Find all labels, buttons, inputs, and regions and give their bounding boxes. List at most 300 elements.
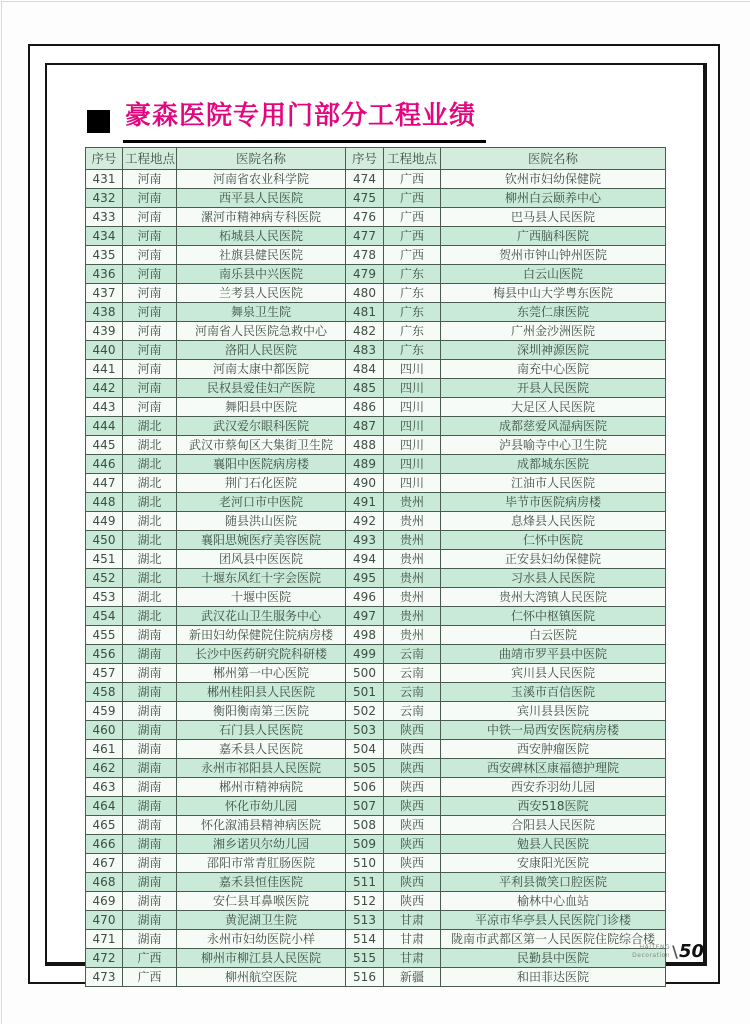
hospital-cell: 西安乔羽幼儿园	[441, 778, 666, 797]
table-row	[86, 246, 666, 265]
hospital-cell: 息烽县人民医院	[441, 512, 666, 531]
serial-cell: 476	[346, 208, 384, 227]
location-cell: 四川	[384, 398, 441, 417]
serial-cell: 474	[346, 170, 384, 189]
serial-cell: 450	[86, 531, 123, 550]
location-cell: 河南	[123, 208, 177, 227]
table-row	[86, 569, 666, 588]
serial-cell: 490	[346, 474, 384, 493]
serial-cell: 458	[86, 683, 123, 702]
location-cell: 湖南	[123, 873, 177, 892]
serial-cell: 439	[86, 322, 123, 341]
serial-cell: 483	[346, 341, 384, 360]
serial-cell: 459	[86, 702, 123, 721]
serial-cell: 456	[86, 645, 123, 664]
location-cell: 广东	[384, 284, 441, 303]
hospital-cell: 怀化市幼儿园	[177, 797, 346, 816]
brand-line-2: Decoration	[632, 951, 671, 959]
table-row	[86, 436, 666, 455]
serial-cell: 434	[86, 227, 123, 246]
hospital-cell: 习水县人民医院	[441, 569, 666, 588]
serial-cell: 455	[86, 626, 123, 645]
location-cell: 湖南	[123, 740, 177, 759]
location-cell: 湖南	[123, 835, 177, 854]
serial-cell: 514	[346, 930, 384, 949]
location-cell: 湖南	[123, 664, 177, 683]
hospital-cell: 民勤县中医院	[441, 949, 666, 968]
location-cell: 四川	[384, 417, 441, 436]
hospital-cell: 随县洪山医院	[177, 512, 346, 531]
table-row	[86, 284, 666, 303]
serial-cell: 470	[86, 911, 123, 930]
table-row	[86, 607, 666, 626]
location-cell: 陕西	[384, 740, 441, 759]
location-cell: 广西	[384, 189, 441, 208]
location-cell: 湖北	[123, 493, 177, 512]
serial-cell: 436	[86, 265, 123, 284]
hospital-cell: 柳州航空医院	[177, 968, 346, 987]
location-cell: 广西	[123, 949, 177, 968]
serial-cell: 475	[346, 189, 384, 208]
table-row	[86, 797, 666, 816]
serial-cell: 484	[346, 360, 384, 379]
hospital-cell: 嘉禾县恒佳医院	[177, 873, 346, 892]
hospital-cell: 武汉爱尔眼科医院	[177, 417, 346, 436]
hospital-cell: 柘城县人民医院	[177, 227, 346, 246]
serial-cell: 460	[86, 721, 123, 740]
serial-cell: 497	[346, 607, 384, 626]
serial-cell: 480	[346, 284, 384, 303]
table-row	[86, 626, 666, 645]
hospital-cell: 团风县中医医院	[177, 550, 346, 569]
serial-cell: 462	[86, 759, 123, 778]
location-cell: 云南	[384, 664, 441, 683]
hospital-cell: 白云山医院	[441, 265, 666, 284]
hospital-cell: 洛阳人民医院	[177, 341, 346, 360]
hospital-cell: 襄阳思婉医疗美容医院	[177, 531, 346, 550]
table-row	[86, 816, 666, 835]
location-cell: 陕西	[384, 835, 441, 854]
hospital-cell: 湘乡诺贝尔幼儿园	[177, 835, 346, 854]
hospital-cell: 民权县爱佳妇产医院	[177, 379, 346, 398]
table-row	[86, 341, 666, 360]
hospital-cell: 大足区人民医院	[441, 398, 666, 417]
location-cell: 湖南	[123, 645, 177, 664]
hospital-cell: 平利县微笑口腔医院	[441, 873, 666, 892]
location-cell: 云南	[384, 645, 441, 664]
serial-cell: 502	[346, 702, 384, 721]
location-cell: 陕西	[384, 759, 441, 778]
hospital-cell: 柳州白云颐养中心	[441, 189, 666, 208]
location-cell: 湖南	[123, 892, 177, 911]
serial-cell: 482	[346, 322, 384, 341]
serial-cell: 431	[86, 170, 123, 189]
location-cell: 湖北	[123, 607, 177, 626]
serial-cell: 493	[346, 531, 384, 550]
serial-cell: 508	[346, 816, 384, 835]
brand-line-1: HAITENG	[639, 943, 671, 951]
table-row	[86, 873, 666, 892]
serial-cell: 445	[86, 436, 123, 455]
location-cell: 广西	[384, 227, 441, 246]
header-serial-right: 序号	[346, 148, 384, 170]
hospital-cell: 嘉禾县人民医院	[177, 740, 346, 759]
hospital-cell: 郴州桂阳县人民医院	[177, 683, 346, 702]
table-row	[86, 740, 666, 759]
hospital-cell: 宾川县县医院	[441, 702, 666, 721]
location-cell: 河南	[123, 303, 177, 322]
serial-cell: 500	[346, 664, 384, 683]
table-row	[86, 892, 666, 911]
location-cell: 陕西	[384, 854, 441, 873]
table-row	[86, 854, 666, 873]
hospital-cell: 广西脑科医院	[441, 227, 666, 246]
hospital-cell: 开县人民医院	[441, 379, 666, 398]
table-row	[86, 265, 666, 284]
serial-cell: 509	[346, 835, 384, 854]
serial-cell: 513	[346, 911, 384, 930]
serial-cell: 465	[86, 816, 123, 835]
table-row	[86, 417, 666, 436]
serial-cell: 437	[86, 284, 123, 303]
serial-cell: 443	[86, 398, 123, 417]
hospital-cell: 仁怀中枢镇医院	[441, 607, 666, 626]
brand-slash: \	[672, 942, 678, 961]
table-row	[86, 949, 666, 968]
hospital-cell: 毕节市医院病房楼	[441, 493, 666, 512]
hospital-cell: 西安碑林区康福德护理院	[441, 759, 666, 778]
location-cell: 湖南	[123, 626, 177, 645]
hospital-cell: 石门县人民医院	[177, 721, 346, 740]
table-row	[86, 227, 666, 246]
serial-cell: 446	[86, 455, 123, 474]
hospital-cell: 永州市祁阳县人民医院	[177, 759, 346, 778]
location-cell: 湖南	[123, 930, 177, 949]
location-cell: 云南	[384, 702, 441, 721]
location-cell: 湖北	[123, 569, 177, 588]
header-hospital-right: 医院名称	[441, 148, 666, 170]
location-cell: 贵州	[384, 512, 441, 531]
table-row	[86, 379, 666, 398]
location-cell: 湖北	[123, 436, 177, 455]
location-cell: 贵州	[384, 607, 441, 626]
location-cell: 贵州	[384, 531, 441, 550]
serial-cell: 485	[346, 379, 384, 398]
location-cell: 河南	[123, 398, 177, 417]
serial-cell: 495	[346, 569, 384, 588]
hospital-cell: 怀化溆浦县精神病医院	[177, 816, 346, 835]
hospital-cell: 十堰东风红十字会医院	[177, 569, 346, 588]
hospital-cell: 仁怀中医院	[441, 531, 666, 550]
hospital-cell: 白云医院	[441, 626, 666, 645]
serial-cell: 441	[86, 360, 123, 379]
hospital-cell: 榆林中心血站	[441, 892, 666, 911]
page-footer	[622, 941, 704, 962]
hospital-cell: 柳州市柳江县人民医院	[177, 949, 346, 968]
serial-cell: 440	[86, 341, 123, 360]
serial-cell: 438	[86, 303, 123, 322]
location-cell: 云南	[384, 683, 441, 702]
serial-cell: 448	[86, 493, 123, 512]
serial-cell: 435	[86, 246, 123, 265]
hospital-cell: 漯河市精神病专科医院	[177, 208, 346, 227]
header-serial-left: 序号	[86, 148, 123, 170]
serial-cell: 496	[346, 588, 384, 607]
hospital-cell: 安仁县耳鼻喉医院	[177, 892, 346, 911]
serial-cell: 491	[346, 493, 384, 512]
location-cell: 四川	[384, 455, 441, 474]
serial-cell: 471	[86, 930, 123, 949]
location-cell: 湖北	[123, 474, 177, 493]
location-cell: 河南	[123, 341, 177, 360]
location-cell: 甘肃	[384, 949, 441, 968]
hospital-cell: 西安肿瘤医院	[441, 740, 666, 759]
page-title: 豪森医院专用门部分工程业绩	[125, 101, 477, 131]
serial-cell: 511	[346, 873, 384, 892]
serial-cell: 478	[346, 246, 384, 265]
hospital-cell: 舞泉卫生院	[177, 303, 346, 322]
hospital-cell: 东莞仁康医院	[441, 303, 666, 322]
serial-cell: 499	[346, 645, 384, 664]
hospital-cell: 衡阳衡南第三医院	[177, 702, 346, 721]
hospital-cell: 宾川县人民医院	[441, 664, 666, 683]
table-row	[86, 664, 666, 683]
location-cell: 陕西	[384, 721, 441, 740]
serial-cell: 457	[86, 664, 123, 683]
location-cell: 陕西	[384, 816, 441, 835]
serial-cell: 504	[346, 740, 384, 759]
location-cell: 河南	[123, 227, 177, 246]
location-cell: 湖南	[123, 759, 177, 778]
hospital-cell: 舞阳县中医院	[177, 398, 346, 417]
serial-cell: 516	[346, 968, 384, 987]
location-cell: 湖南	[123, 816, 177, 835]
table-row	[86, 835, 666, 854]
hospital-cell: 平凉市华亭县人民医院门诊楼	[441, 911, 666, 930]
serial-cell: 488	[346, 436, 384, 455]
serial-cell: 451	[86, 550, 123, 569]
location-cell: 湖北	[123, 588, 177, 607]
serial-cell: 468	[86, 873, 123, 892]
hospital-cell: 曲靖市罗平县中医院	[441, 645, 666, 664]
location-cell: 湖南	[123, 854, 177, 873]
location-cell: 贵州	[384, 550, 441, 569]
location-cell: 湖南	[123, 721, 177, 740]
hospital-cell: 黄泥湖卫生院	[177, 911, 346, 930]
location-cell: 湖北	[123, 455, 177, 474]
table-row	[86, 683, 666, 702]
page-number: 50	[678, 941, 704, 962]
location-cell: 新疆	[384, 968, 441, 987]
table-row	[86, 588, 666, 607]
serial-cell: 442	[86, 379, 123, 398]
location-cell: 四川	[384, 474, 441, 493]
serial-cell: 507	[346, 797, 384, 816]
location-cell: 广西	[384, 246, 441, 265]
hospital-cell: 中铁一局西安医院病房楼	[441, 721, 666, 740]
location-cell: 湖南	[123, 778, 177, 797]
location-cell: 河南	[123, 379, 177, 398]
location-cell: 四川	[384, 436, 441, 455]
projects-table	[85, 147, 666, 987]
location-cell: 甘肃	[384, 930, 441, 949]
table-row	[86, 759, 666, 778]
serial-cell: 469	[86, 892, 123, 911]
location-cell: 广西	[384, 208, 441, 227]
table-row	[86, 208, 666, 227]
serial-cell: 503	[346, 721, 384, 740]
table-row	[86, 930, 666, 949]
location-cell: 四川	[384, 379, 441, 398]
serial-cell: 467	[86, 854, 123, 873]
serial-cell: 505	[346, 759, 384, 778]
table-header-row	[86, 148, 666, 170]
hospital-cell: 和田菲达医院	[441, 968, 666, 987]
table-row	[86, 170, 666, 189]
table-row	[86, 303, 666, 322]
serial-cell: 464	[86, 797, 123, 816]
header-location-right: 工程地点	[384, 148, 441, 170]
serial-cell: 463	[86, 778, 123, 797]
location-cell: 广西	[384, 170, 441, 189]
hospital-cell: 钦州市妇幼保健院	[441, 170, 666, 189]
serial-cell: 452	[86, 569, 123, 588]
hospital-cell: 武汉花山卫生服务中心	[177, 607, 346, 626]
hospital-cell: 永州市妇幼医院小样	[177, 930, 346, 949]
serial-cell: 477	[346, 227, 384, 246]
location-cell: 四川	[384, 360, 441, 379]
hospital-cell: 西安518医院	[441, 797, 666, 816]
hospital-cell: 河南省人民医院急救中心	[177, 322, 346, 341]
location-cell: 贵州	[384, 588, 441, 607]
hospital-cell: 邵阳市常青肛肠医院	[177, 854, 346, 873]
serial-cell: 494	[346, 550, 384, 569]
hospital-cell: 襄阳中医院病房楼	[177, 455, 346, 474]
location-cell: 湖北	[123, 417, 177, 436]
table-row	[86, 455, 666, 474]
serial-cell: 472	[86, 949, 123, 968]
serial-cell: 487	[346, 417, 384, 436]
location-cell: 河南	[123, 322, 177, 341]
hospital-cell: 勉县人民医院	[441, 835, 666, 854]
hospital-cell: 正安县妇幼保健院	[441, 550, 666, 569]
serial-cell: 433	[86, 208, 123, 227]
hospital-cell: 玉溪市百信医院	[441, 683, 666, 702]
title-underline	[123, 101, 486, 143]
hospital-cell: 贺州市钟山钟州医院	[441, 246, 666, 265]
location-cell: 河南	[123, 360, 177, 379]
location-cell: 河南	[123, 284, 177, 303]
table-row	[86, 778, 666, 797]
table-row	[86, 512, 666, 531]
hospital-cell: 西平县人民医院	[177, 189, 346, 208]
title-block	[87, 101, 486, 143]
serial-cell: 492	[346, 512, 384, 531]
location-cell: 河南	[123, 265, 177, 284]
brand-text	[632, 944, 670, 960]
hospital-cell: 深圳神源医院	[441, 341, 666, 360]
hospital-cell: 长沙中医药研究院科研楼	[177, 645, 346, 664]
hospital-cell: 武汉市蔡甸区大集街卫生院	[177, 436, 346, 455]
location-cell: 陕西	[384, 778, 441, 797]
location-cell: 广东	[384, 303, 441, 322]
hospital-cell: 成都城东医院	[441, 455, 666, 474]
serial-cell: 501	[346, 683, 384, 702]
hospital-cell: 南乐县中兴医院	[177, 265, 346, 284]
table-row	[86, 721, 666, 740]
hospital-cell: 河南太康中都医院	[177, 360, 346, 379]
serial-cell: 510	[346, 854, 384, 873]
serial-cell: 498	[346, 626, 384, 645]
hospital-cell: 新田妇幼保健院住院病房楼	[177, 626, 346, 645]
header-hospital-left: 医院名称	[177, 148, 346, 170]
hospital-cell: 陇南市武都区第一人民医院住院综合楼	[441, 930, 666, 949]
table-row	[86, 474, 666, 493]
location-cell: 湖南	[123, 911, 177, 930]
hospital-cell: 郴州第一中心医院	[177, 664, 346, 683]
table-row	[86, 189, 666, 208]
serial-cell: 473	[86, 968, 123, 987]
serial-cell: 444	[86, 417, 123, 436]
serial-cell: 481	[346, 303, 384, 322]
hospital-cell: 贵州大湾镇人民医院	[441, 588, 666, 607]
serial-cell: 486	[346, 398, 384, 417]
location-cell: 广东	[384, 265, 441, 284]
table-row	[86, 398, 666, 417]
location-cell: 甘肃	[384, 911, 441, 930]
header-location-left: 工程地点	[123, 148, 177, 170]
serial-cell: 512	[346, 892, 384, 911]
hospital-cell: 梅县中山大学粤东医院	[441, 284, 666, 303]
serial-cell: 515	[346, 949, 384, 968]
serial-cell: 453	[86, 588, 123, 607]
hospital-cell: 安康阳光医院	[441, 854, 666, 873]
serial-cell: 449	[86, 512, 123, 531]
location-cell: 河南	[123, 189, 177, 208]
serial-cell: 466	[86, 835, 123, 854]
table-row	[86, 493, 666, 512]
table-row	[86, 550, 666, 569]
location-cell: 湖北	[123, 531, 177, 550]
hospital-cell: 河南省农业科学院	[177, 170, 346, 189]
location-cell: 河南	[123, 170, 177, 189]
table-row	[86, 968, 666, 987]
location-cell: 陕西	[384, 892, 441, 911]
location-cell: 湖南	[123, 683, 177, 702]
location-cell: 贵州	[384, 569, 441, 588]
hospital-cell: 合阳县人民医院	[441, 816, 666, 835]
serial-cell: 506	[346, 778, 384, 797]
location-cell: 广西	[123, 968, 177, 987]
serial-cell: 461	[86, 740, 123, 759]
location-cell: 湖南	[123, 702, 177, 721]
location-cell: 广东	[384, 341, 441, 360]
location-cell: 贵州	[384, 493, 441, 512]
title-bullet-square	[87, 110, 110, 133]
hospital-cell: 南充中心医院	[441, 360, 666, 379]
serial-cell: 489	[346, 455, 384, 474]
hospital-cell: 荆门石化医院	[177, 474, 346, 493]
location-cell: 河南	[123, 246, 177, 265]
hospital-cell: 兰考县人民医院	[177, 284, 346, 303]
hospital-cell: 江油市人民医院	[441, 474, 666, 493]
table-row	[86, 702, 666, 721]
serial-cell: 432	[86, 189, 123, 208]
table-row	[86, 360, 666, 379]
location-cell: 陕西	[384, 873, 441, 892]
location-cell: 湖南	[123, 797, 177, 816]
location-cell: 广东	[384, 322, 441, 341]
